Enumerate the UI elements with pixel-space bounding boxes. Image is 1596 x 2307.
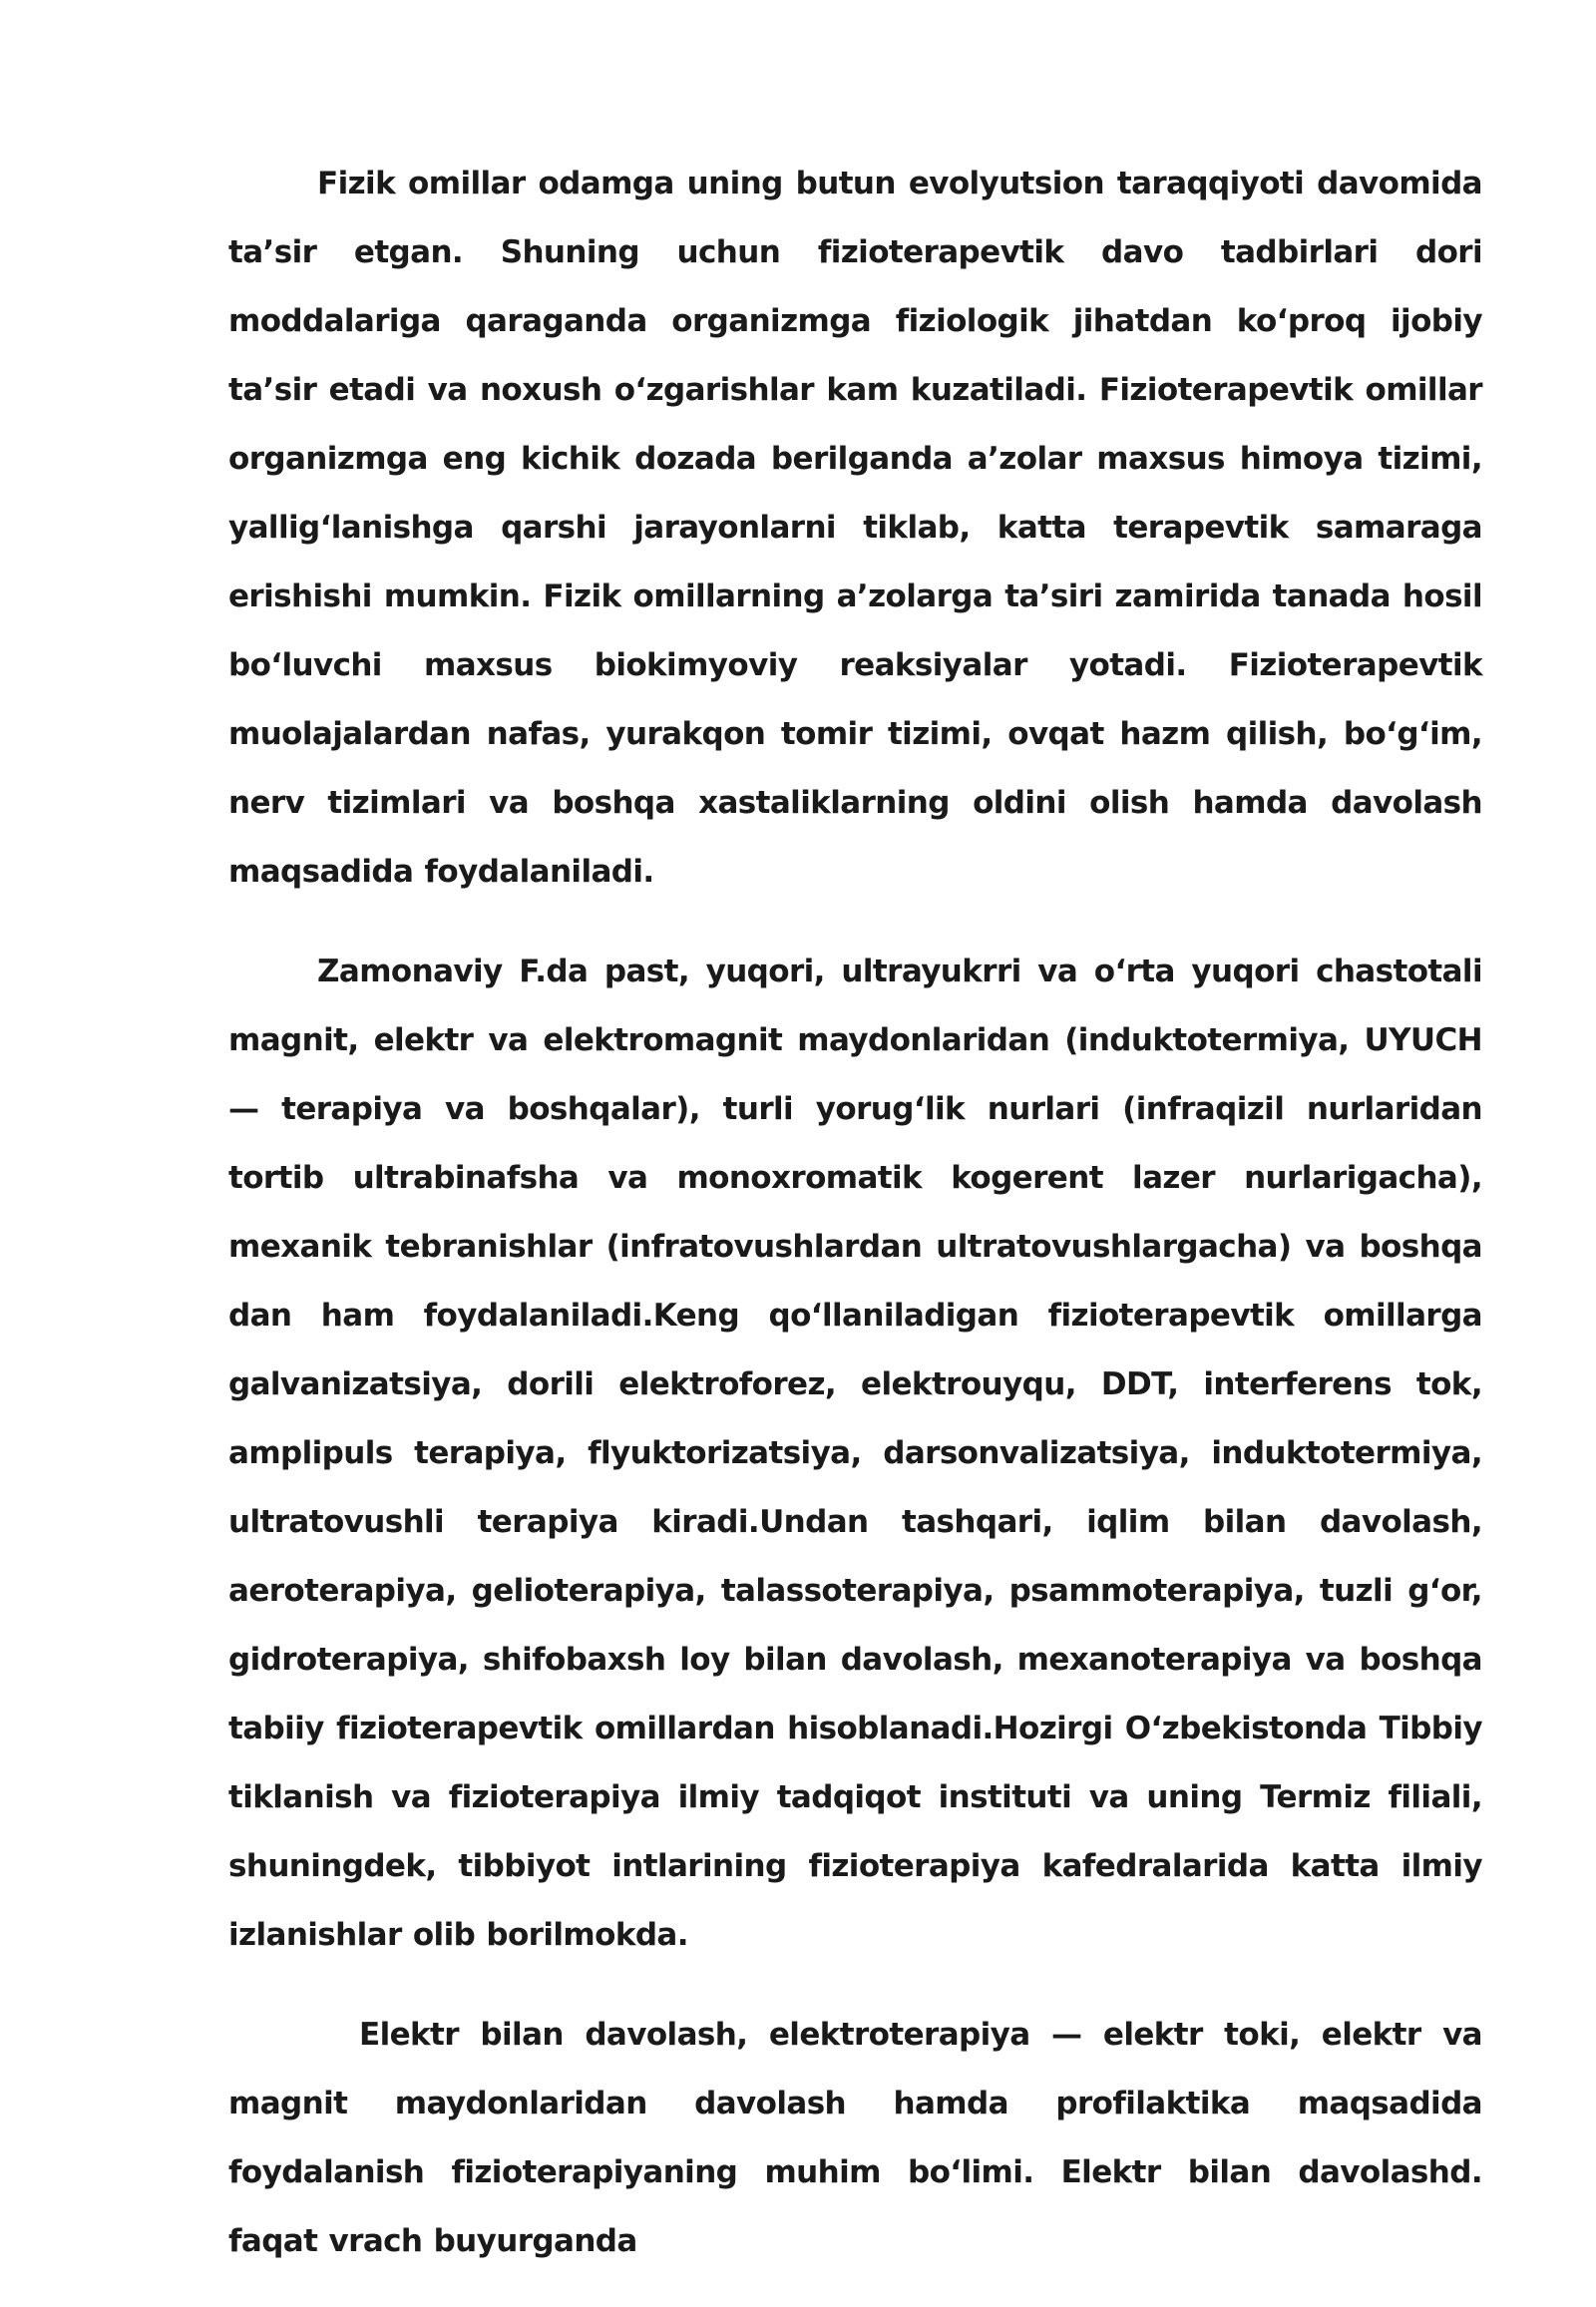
paragraph-modern-physiotherapy: Zamonaviy F.da past, yuqori, ultrayukrri va o‘rta yuqori chastotali magnit, elektr va elektromagnit maydonlaridan (induktotermiya, UYUCH — terapiya va boshqalar), turli yorug‘lik nurlari (infraqizil nurlaridan tortib ultrabinafsha va monoxromatik kogerent lazer nurlarigacha), mexanik tebranishlar (infratovushlardan ultratovushlargacha) va boshqa dan ham foydalaniladi.Keng qo‘llaniladigan fizioterapevtik omillarga galvanizatsiya, dorili elektroforez, elektrouyqu, DDT, interferens tok, amplipuls terapiya, flyuktorizatsiya, darsonvalizatsiya, induktotermiya, ultratovushli terapiya kiradi.Undan tashqari, iqlim bilan davolash, aeroterapiya, gelioterapiya, talassoterapiya, psammoterapiya, tuzli g‘or, gidroterapiya, shifobaxsh loy bilan davolash, mexanoterapiya va boshqa tabiiy fizioterapevtik omillardan hisoblanadi.Hozirgi O‘zbekistonda Tibbiy tiklanish va fizioterapiya ilmiy tadqiqot instituti va uning Termiz filiali, shuningdek, tibbiyot intlarining fizioterapiya kafedralarida katta ilmiy izlanishlar olib borilmokda. xyxy=(228,954,1482,1953)
paragraph-physical-factors: Fizik omillar odamga uning butun evolyutsion taraqqiyoti davomida ta’sir etgan. Shuning uchun fizioterapevtik davo tadbirlari dori moddalariga qaraganda organizmga fiziologik jihatdan ko‘proq ijobiy ta’sir etadi va noxush o‘zgarishlar kam kuzatiladi. Fizioterapevtik omillar organizmga eng kichik dozada berilganda a’zolar maxsus himoya tizimi, yallig‘lanishga qarshi jarayonlarni tiklab, katta terapevtik samaraga erishishi mumkin. Fizik omillarning a’zolarga ta’siri zamirida tanada hosil bo‘luvchi maxsus biokimyoviy reaksiyalar yotadi. Fizioterapevtik muolajalardan nafas, yurakqon tomir tizimi, ovqat hazm qilish, bo‘g‘im, nerv tizimlari va boshqa xastaliklarning oldini olish hamda davolash maqsadida foydalaniladi. xyxy=(228,166,1482,890)
document-body xyxy=(228,150,1482,2307)
paragraph-electrotherapy: Elektr bilan davolash, elektroterapiya — elektr toki, elektr va magnit maydonlaridan davolash hamda profilaktika maqsadida foydalanish fizioterapiyaning muhim bo‘limi. Elektr bilan davolashd. faqat vrach buyurganda xyxy=(228,2017,1482,2259)
